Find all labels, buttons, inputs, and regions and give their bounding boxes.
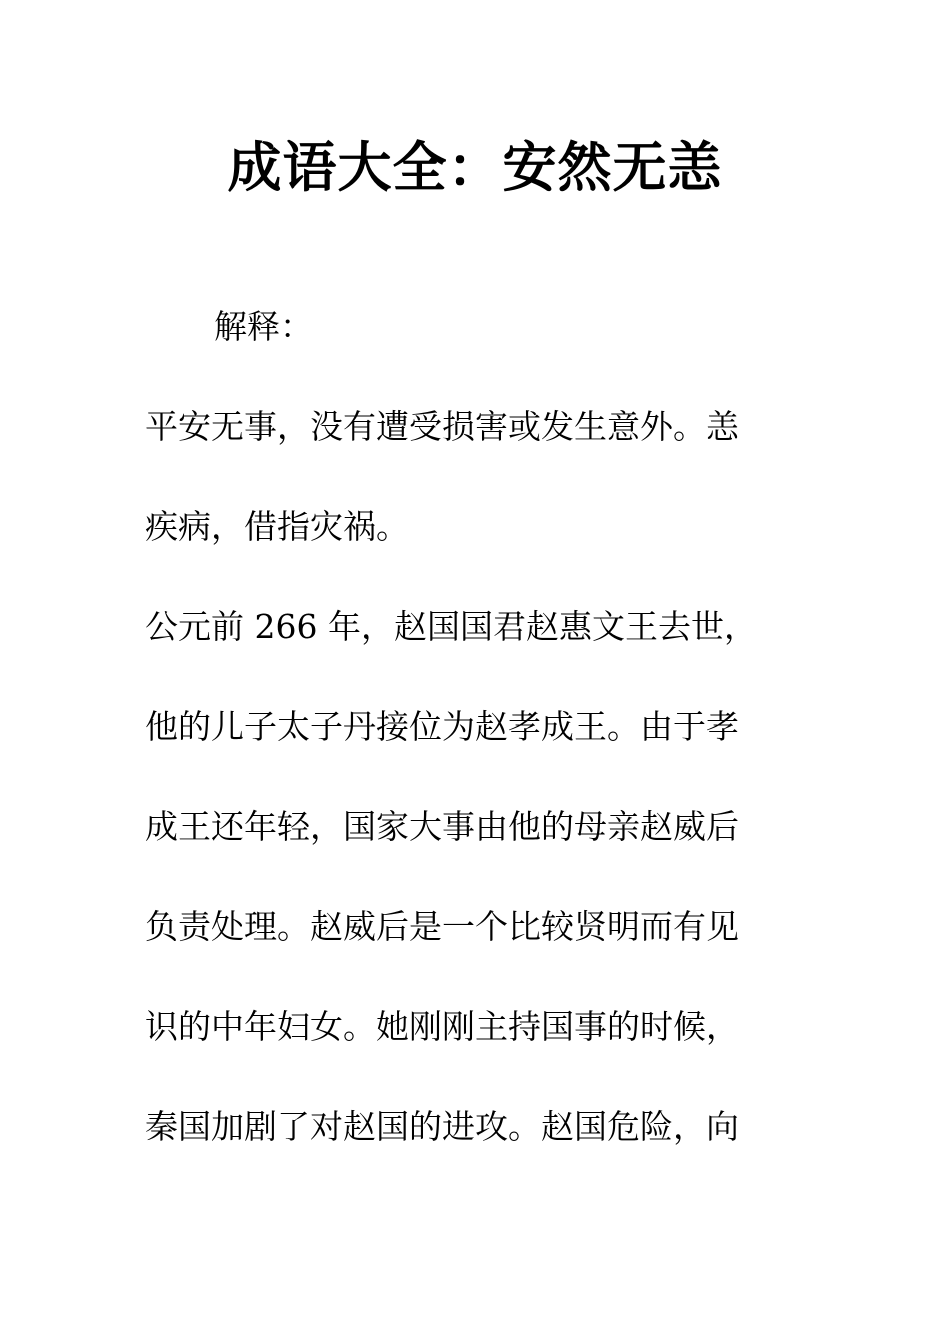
text-line: 疾病，借指灾祸。: [145, 507, 409, 546]
text-line: 成王还年轻，国家大事由他的母亲赵威后: [145, 807, 739, 846]
text-line: 平安无事，没有遭受损害或发生意外。恙: [145, 407, 739, 446]
text-line: 公元前 266 年，赵国国君赵惠文王去世，: [145, 607, 757, 646]
text-line: 他的儿子太子丹接位为赵孝成王。由于孝: [145, 707, 739, 746]
document-title: 成语大全：安然无恙: [227, 136, 723, 199]
paragraph-story: [145, 602, 807, 1152]
paragraph-definition: [145, 402, 807, 552]
section-label: 解释：: [214, 307, 313, 346]
text-line: 识的中年妇女。她刚刚主持国事的时候，: [145, 1007, 739, 1046]
text-line: 秦国加剧了对赵国的进攻。赵国危险，向: [145, 1107, 739, 1146]
text-line: 负责处理。赵威后是一个比较贤明而有见: [145, 907, 739, 946]
document-body: [145, 402, 807, 1202]
